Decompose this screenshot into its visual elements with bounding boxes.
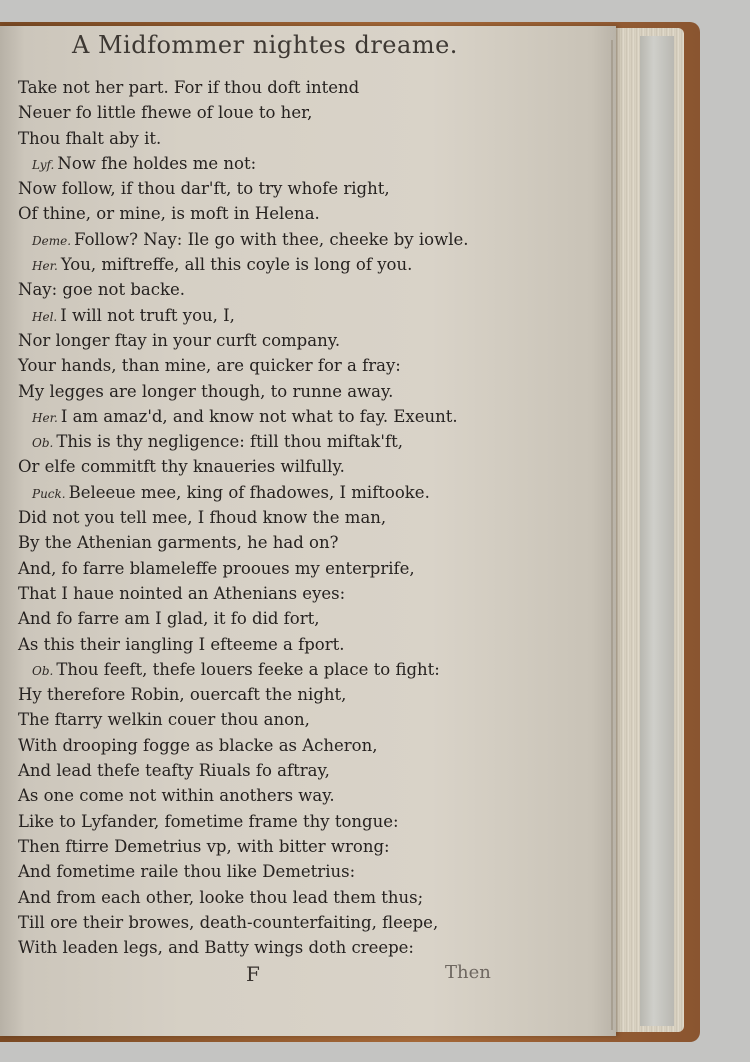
line-text: Did not you tell mee, I fhoud know the man, bbox=[18, 508, 387, 528]
running-title: A Midfommer nightes dreame. bbox=[72, 31, 458, 59]
line-text: Nor longer ftay in your curft company. bbox=[18, 330, 341, 350]
text-line bbox=[18, 277, 608, 302]
text-line bbox=[18, 809, 608, 834]
line-text: Or elfe commitft thy knaueries wilfully. bbox=[18, 457, 345, 477]
text-line bbox=[18, 530, 608, 555]
line-text: And lead thefe teafty Riuals fo aftray, bbox=[18, 761, 330, 781]
speaker-prefix: Her. bbox=[32, 259, 58, 274]
speaker-prefix: Hel. bbox=[32, 309, 58, 324]
line-text: You, miftreffe, all this coyle is long of you. bbox=[60, 255, 413, 275]
line-text: As this their iangling I efteeme a fport. bbox=[18, 634, 345, 654]
text-line bbox=[18, 201, 608, 226]
text-line bbox=[18, 682, 608, 707]
text-line bbox=[18, 885, 608, 910]
text-line bbox=[18, 910, 608, 935]
text-line bbox=[18, 733, 608, 758]
line-text: Beleeue mee, king of fhadowes, I miftooke. bbox=[68, 482, 430, 502]
line-text: Now fhe holdes me not: bbox=[57, 153, 257, 173]
speaker-prefix: Puck. bbox=[32, 486, 66, 501]
line-text: Of thine, or mine, is moft in Helena. bbox=[18, 204, 320, 224]
text-line bbox=[18, 758, 608, 783]
text-line bbox=[18, 151, 608, 176]
text-line bbox=[18, 783, 608, 808]
line-text: Follow? Nay: Ile go with thee, cheeke by iowle. bbox=[74, 229, 469, 249]
catchword: Then bbox=[445, 962, 491, 983]
line-text: And, fo farre blameleffe prooues my enterprife, bbox=[18, 558, 415, 578]
text-line bbox=[18, 429, 608, 454]
line-text: As one come not within anothers way. bbox=[18, 786, 335, 806]
line-text: Then ftirre Demetrius vp, with bitter wrong: bbox=[18, 836, 390, 856]
line-text: This is thy negligence: ftill thou miftak'ft, bbox=[56, 432, 403, 452]
text-line bbox=[18, 556, 608, 581]
text-line bbox=[18, 606, 608, 631]
line-text: I am amaz'd, and know not what to fay. Exeunt. bbox=[60, 406, 458, 426]
play-text bbox=[18, 75, 608, 960]
line-text: With drooping fogge as blacke as Acheron, bbox=[18, 735, 378, 755]
text-line bbox=[18, 379, 608, 404]
line-text: And fometime raile thou like Demetrius: bbox=[18, 862, 356, 882]
text-line bbox=[18, 252, 608, 277]
line-text: That I haue nointed an Athenians eyes: bbox=[18, 583, 346, 603]
text-line bbox=[18, 126, 608, 151]
text-line bbox=[18, 100, 608, 125]
line-text: Like to Lyfander, fometime frame thy tongue: bbox=[18, 811, 399, 831]
line-text: Till ore their browes, death-counterfaiting, fleepe, bbox=[18, 912, 439, 932]
text-line bbox=[18, 75, 608, 100]
text-line bbox=[18, 935, 608, 960]
line-text: Your hands, than mine, are quicker for a fray: bbox=[18, 356, 401, 376]
line-text: Take not her part. For if thou doft intend bbox=[18, 78, 360, 97]
speaker-prefix: Lyf. bbox=[32, 157, 55, 172]
speaker-prefix: Deme. bbox=[32, 233, 72, 248]
line-text: And from each other, looke thou lead them thus; bbox=[18, 887, 424, 907]
text-line bbox=[18, 859, 608, 884]
line-text: And fo farre am I glad, it fo did fort, bbox=[18, 609, 320, 629]
back-board bbox=[640, 36, 674, 1026]
speaker-prefix: Ob. bbox=[32, 436, 54, 451]
line-text: Thou fhalt aby it. bbox=[18, 128, 162, 148]
signature-mark: F bbox=[246, 962, 260, 986]
text-line bbox=[18, 454, 608, 479]
text-line bbox=[18, 328, 608, 353]
text-line bbox=[18, 227, 608, 252]
text-line bbox=[18, 632, 608, 657]
line-text: The ftarry welkin couer thou anon, bbox=[18, 710, 310, 730]
text-line bbox=[18, 303, 608, 328]
line-text: Now follow, if thou dar'ft, to try whofe right, bbox=[18, 179, 390, 199]
text-line bbox=[18, 707, 608, 732]
line-text: By the Athenian garments, he had on? bbox=[18, 533, 339, 553]
text-line bbox=[18, 480, 608, 505]
text-line bbox=[18, 581, 608, 606]
speaker-prefix: Ob. bbox=[32, 663, 54, 678]
line-text: My legges are longer though, to runne away. bbox=[18, 381, 394, 401]
text-line bbox=[18, 404, 608, 429]
text-line bbox=[18, 353, 608, 378]
text-line bbox=[18, 505, 608, 530]
line-text: I will not truft you, I, bbox=[60, 305, 235, 325]
page-edge-line bbox=[611, 40, 613, 1030]
line-text: Nay: goe not backe. bbox=[18, 280, 185, 300]
speaker-prefix: Her. bbox=[32, 410, 58, 425]
line-text: Thou feeft, thefe louers feeke a place to fight: bbox=[56, 659, 440, 679]
text-line bbox=[18, 834, 608, 859]
line-text: Hy therefore Robin, ouercaft the night, bbox=[18, 685, 347, 705]
line-text: With leaden legs, and Batty wings doth creepe: bbox=[18, 938, 414, 958]
text-line bbox=[18, 176, 608, 201]
line-text: Neuer fo little fhewe of loue to her, bbox=[18, 103, 313, 123]
text-line bbox=[18, 657, 608, 682]
